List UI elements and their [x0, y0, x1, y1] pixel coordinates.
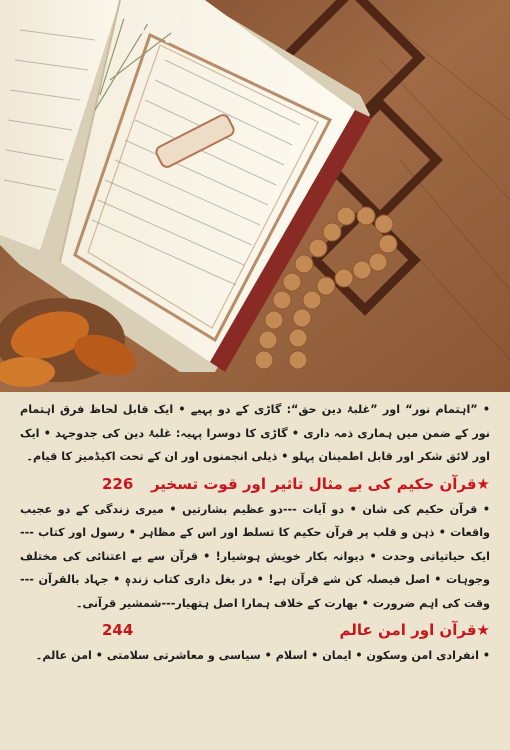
chapter-title: ★قرآن حکیم کی بے مثال تاثیر اور قوت تسخیر [150, 474, 490, 493]
chapter-contents: • انفرادی امن وسکون • ایمان • اسلام • سیاسی و معاشرتی سلامتی • امن عالم۔ [35, 649, 490, 662]
toc-entry-heading [20, 617, 490, 643]
star-icon: ★ [476, 621, 490, 639]
toc-entry-heading [20, 471, 490, 497]
chapter-contents: • قرآن حکیم کی شان • دو آیات ---دو عظیم بشارتیں • میری زندگی کے دو عجیب واقعات • ذہن و قلب پر قرآن حکیم کا تسلط اور اس کے مظاہر • رسول اور کتاب ---ایک حیاتیاتی وحدت • دیوانہ بکار خویش ہوشیار! • قرآن سے بے اعتنائی کی مختلف وجوہات • اصل فیصلہ کن شے قرآن ہے! • در بغل داری کتاب زندہٖ • جہاد بالقرآن ---وقت کی اہم ضرورت • بھارت کے خلاف ہمارا اصل ہتھیار---شمشیر قرآنی۔ [20, 502, 490, 610]
chapter-title: ★قرآن اور امن عالم [339, 621, 490, 639]
intro-paragraph: • ”اہتمام نور“ اور ”غلبۂ دین حق“: گاڑی کے دو پہیے • ایک قابل لحاظ فرق اہتمام نور کے ضمن میں ہماری ذمہ داری • گاڑی کا دوسرا پہیہ: غلبۂ دین کی جدوجہد • ایک اور لائق شکر اور قابل اطمینان پہلو • ذیلی انجمنوں اور ان کے تحت اکیڈمیز کا قیام۔ [20, 403, 490, 463]
table-of-contents [0, 392, 510, 750]
page-number: 244 [102, 621, 134, 639]
star-icon: ★ [476, 474, 490, 493]
page-number: 226 [102, 474, 134, 493]
